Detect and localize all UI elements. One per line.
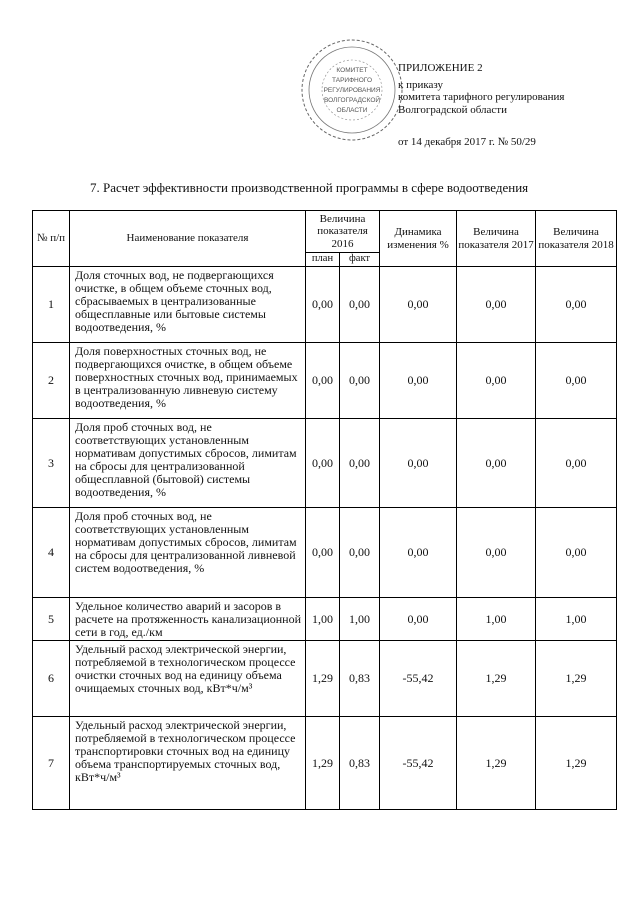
row-plan: 1,00 xyxy=(306,598,340,641)
row-plan: 0,00 xyxy=(306,508,340,598)
row-dynamics: 0,00 xyxy=(380,598,457,641)
row-value-2017: 0,00 xyxy=(457,419,536,508)
appendix-line-3: Волгоградской области xyxy=(398,103,507,116)
row-fact: 0,00 xyxy=(340,508,380,598)
row-plan: 1,29 xyxy=(306,641,340,717)
row-num: 1 xyxy=(33,267,70,343)
table-row xyxy=(33,419,617,508)
header-num: № п/п xyxy=(33,211,70,267)
row-name: Доля проб сточных вод, не соответствующих установленным нормативам допустимых сбросов, лимитам на сбросы для централизованной ливневой систем водоотведения, % xyxy=(70,508,306,598)
header-fact: факт xyxy=(340,253,380,267)
header-dynamics: Динамика изменения % xyxy=(380,211,457,267)
row-value-2017: 0,00 xyxy=(457,267,536,343)
row-value-2017: 0,00 xyxy=(457,343,536,419)
row-plan: 0,00 xyxy=(306,343,340,419)
row-dynamics: -55,42 xyxy=(380,717,457,810)
row-value-2017: 1,29 xyxy=(457,641,536,717)
row-name: Доля поверхностных сточных вод, не подвергающихся очистке, в общем объеме поверхностных сточных вод, принимаемых в централизованную ливневую систему водоотведения, % xyxy=(70,343,306,419)
header-value-2017: Величина показателя 2017 xyxy=(457,211,536,267)
row-value-2017: 0,00 xyxy=(457,508,536,598)
row-value-2018: 0,00 xyxy=(536,343,617,419)
stamp-line-2: ТАРИФНОГО xyxy=(332,77,372,84)
row-value-2017: 1,00 xyxy=(457,598,536,641)
row-plan: 0,00 xyxy=(306,267,340,343)
stamp-line-3: РЕГУЛИРОВАНИЯ xyxy=(323,87,381,94)
row-fact: 0,83 xyxy=(340,717,380,810)
row-fact: 0,83 xyxy=(340,641,380,717)
header-value-2016: Величина показателя 2016 xyxy=(306,211,380,253)
row-fact: 0,00 xyxy=(340,343,380,419)
row-dynamics: 0,00 xyxy=(380,267,457,343)
stamp-line-4: ВОЛГОГРАДСКОЙ xyxy=(323,97,381,104)
row-value-2018: 0,00 xyxy=(536,419,617,508)
row-num: 6 xyxy=(33,641,70,717)
header-name: Наименование показателя xyxy=(70,211,306,267)
row-value-2018: 0,00 xyxy=(536,267,617,343)
row-value-2018: 1,00 xyxy=(536,598,617,641)
row-dynamics: 0,00 xyxy=(380,343,457,419)
header-value-2018: Величина показателя 2018 xyxy=(536,211,617,267)
stamp-line-1: КОМИТЕТ xyxy=(336,67,368,74)
row-name: Удельное количество аварий и засоров в расчете на протяженность канализационной сети в год, ед./км xyxy=(70,598,306,641)
table-row xyxy=(33,641,617,717)
efficiency-table xyxy=(32,210,617,810)
appendix-line-2: комитета тарифного регулирования xyxy=(398,91,565,103)
row-plan: 0,00 xyxy=(306,419,340,508)
row-name: Доля сточных вод, не подвергающихся очистке, в общем объеме сточных вод, сбрасываемых в централизованные общесплавные или бытовые системы водоотведения, % xyxy=(70,267,306,343)
table-row xyxy=(33,717,617,810)
row-name: Удельный расход электрической энергии, потребляемой в технологическом процессе транспортировки сточных вод на единицу объема транспортируемых сточных вод, кВт*ч/м³ xyxy=(70,717,306,810)
row-dynamics: 0,00 xyxy=(380,419,457,508)
row-fact: 0,00 xyxy=(340,419,380,508)
section-title: 7. Расчет эффективности производственной программы в сфере водоотведения xyxy=(90,180,529,195)
stamp-line-5: ОБЛАСТИ xyxy=(336,107,368,114)
row-num: 7 xyxy=(33,717,70,810)
row-num: 4 xyxy=(33,508,70,598)
table-row xyxy=(33,598,617,641)
header-plan: план xyxy=(306,253,340,267)
row-value-2017: 1,29 xyxy=(457,717,536,810)
row-value-2018: 1,29 xyxy=(536,641,617,717)
row-value-2018: 1,29 xyxy=(536,717,617,810)
table-row xyxy=(33,508,617,598)
appendix-date: от 14 декабря 2017 г. № 50/29 xyxy=(398,136,536,148)
appendix-line-1: к приказу xyxy=(398,78,444,91)
row-dynamics: 0,00 xyxy=(380,508,457,598)
row-fact: 0,00 xyxy=(340,267,380,343)
row-num: 5 xyxy=(33,598,70,641)
row-value-2018: 0,00 xyxy=(536,508,617,598)
row-dynamics: -55,42 xyxy=(380,641,457,717)
row-plan: 1,29 xyxy=(306,717,340,810)
table-row xyxy=(33,267,617,343)
row-fact: 1,00 xyxy=(340,598,380,641)
row-name: Доля проб сточных вод, не соответствующих установленным нормативам допустимых сбросов, лимитам на сбросы для централизованной общесплавной (бытовой) системы водоотведения, % xyxy=(70,419,306,508)
appendix-header xyxy=(398,62,628,149)
appendix-title: ПРИЛОЖЕНИЕ 2 xyxy=(398,62,483,74)
official-stamp xyxy=(300,38,405,143)
row-name: Удельный расход электрической энергии, потребляемой в технологическом процессе очистки сточных вод на единицу объема очищаемых сточных вод, кВт*ч/м³ xyxy=(70,641,306,717)
row-num: 3 xyxy=(33,419,70,508)
row-num: 2 xyxy=(33,343,70,419)
table-row xyxy=(33,343,617,419)
